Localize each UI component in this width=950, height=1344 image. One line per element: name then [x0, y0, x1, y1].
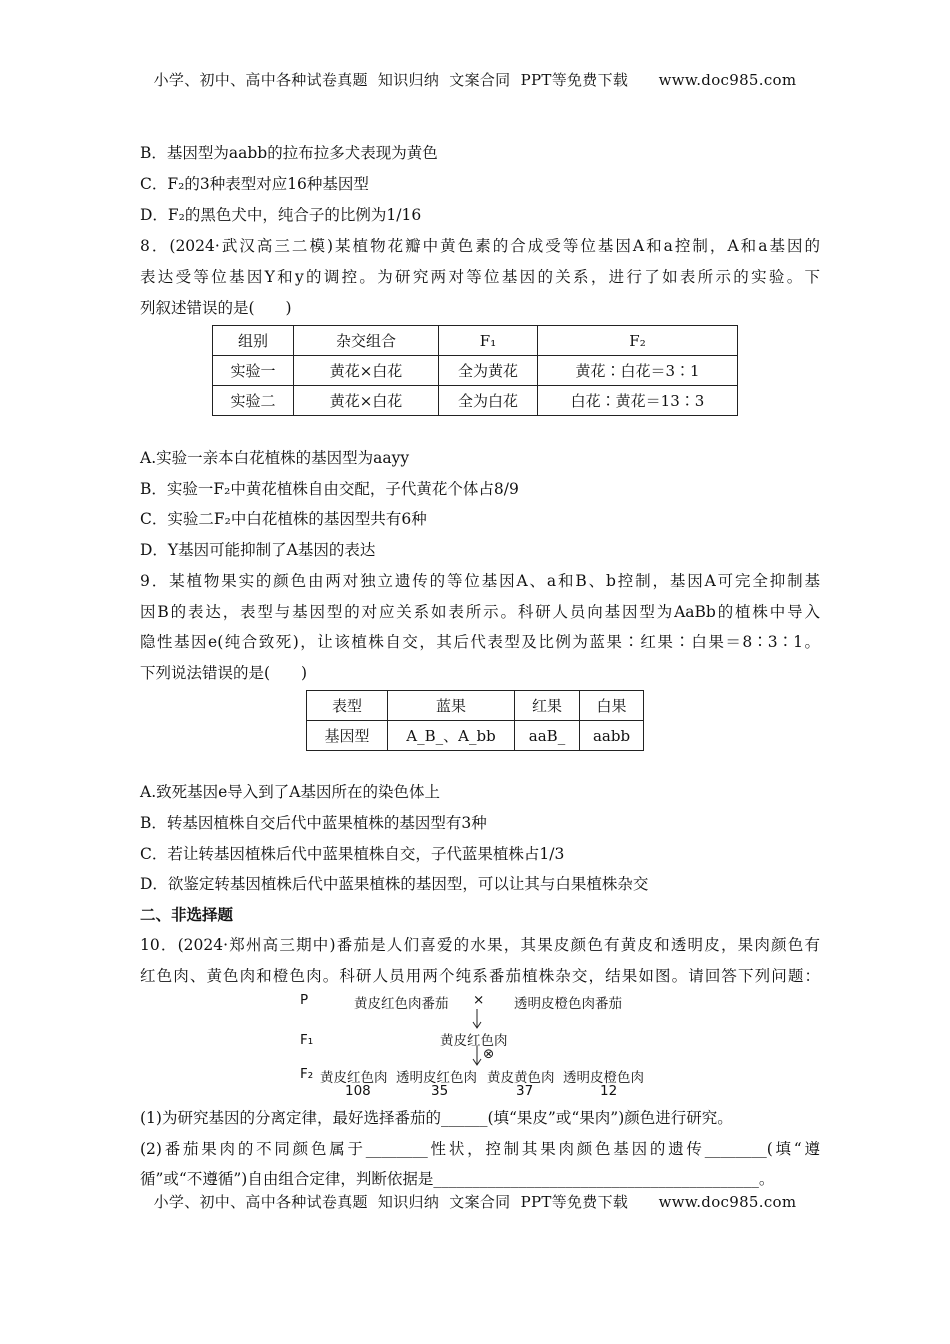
q7-option-d: D．F₂的黑色犬中，纯合子的比例为1/16 — [140, 206, 422, 224]
q7-option-c: C．F₂的3种表型对应16种基因型 — [140, 175, 369, 193]
table-header-cell: F₂ — [538, 326, 738, 356]
q9-stem-line3: 隐性基因e(纯合致死)，让该植株自交，其后代表型及比例为蓝果∶红果∶白果＝8∶3∶1。 — [140, 633, 820, 651]
q9-option-a: A.致死基因e导入到了A基因所在的染色体上 — [140, 783, 440, 801]
q8-stem-line3: 列叙述错误的是( ) — [140, 299, 292, 317]
table-header-cell: 杂交组合 — [294, 326, 439, 356]
table-header-row — [213, 326, 738, 356]
q8-option-c: C．实验二F₂中白花植株的基因型共有6种 — [140, 510, 427, 528]
page-header: 小学、初中、高中各种试卷真题 知识归纳 文案合同 PPT等免费下载 www.doc985.com — [153, 71, 797, 89]
q9-stem-line1: 9．某植物果实的颜色由两对独立遗传的等位基因A、a和B、b控制，基因A可完全抑制基 — [140, 572, 820, 590]
table-header-cell: 表型 — [307, 691, 388, 721]
selfing-symbol: ⊗ — [483, 1046, 495, 1062]
f2-phenotype: 黄皮红色肉 — [320, 1070, 388, 1086]
table-header-cell: 白果 — [580, 691, 644, 721]
f2-count: 37 — [516, 1083, 534, 1099]
page-footer: 小学、初中、高中各种试卷真题 知识归纳 文案合同 PPT等免费下载 www.doc985.com — [153, 1193, 797, 1211]
q8-stem-line2: 表达受等位基因Y和y的调控。为研究两对等位基因的关系，进行了如表所示的实验。下 — [140, 268, 820, 286]
table-row — [213, 356, 738, 386]
down-arrow-icon — [470, 1008, 484, 1030]
table-row — [307, 721, 644, 751]
f2-count: 12 — [600, 1083, 618, 1099]
table-header-cell: 蓝果 — [388, 691, 515, 721]
table-cell: A_B_、A_bb — [388, 721, 515, 751]
p-generation-label: P — [300, 992, 309, 1008]
table-cell: aaB_ — [515, 721, 580, 751]
table-cell: 黄花∶白花＝3∶1 — [538, 356, 738, 386]
table-cell: 全为白花 — [439, 386, 538, 416]
p-parent-left: 黄皮红色肉番茄 — [354, 996, 449, 1012]
q9-option-c: C．若让转基因植株后代中蓝果植株自交，子代蓝果植株占1/3 — [140, 845, 565, 863]
f2-generation-label: F₂ — [300, 1066, 314, 1082]
q8-option-b: B．实验一F₂中黄花植株自由交配，子代黄花个体占8/9 — [140, 480, 519, 498]
table-cell: 实验二 — [213, 386, 294, 416]
f2-count: 35 — [431, 1083, 449, 1099]
table-header-cell: 组别 — [213, 326, 294, 356]
table-header-row — [307, 691, 644, 721]
q8-option-d: D．Y基因可能抑制了A基因的表达 — [140, 541, 376, 559]
f2-phenotype: 黄皮黄色肉 — [487, 1070, 555, 1086]
table-cell: aabb — [580, 721, 644, 751]
q10-subquestion-2-line2: 循”或“不遵循”)自由组合定律，判断依据是__________________________________________。 — [140, 1170, 775, 1188]
table-cell: 黄花×白花 — [294, 356, 439, 386]
q8-option-a: A.实验一亲本白花植株的基因型为aayy — [140, 449, 410, 467]
q9-stem-line4: 下列说法错误的是( ) — [140, 664, 308, 682]
f2-phenotype: 透明皮橙色肉 — [563, 1070, 644, 1086]
q7-option-b: B．基因型为aabb的拉布拉多犬表现为黄色 — [140, 144, 438, 162]
table-cell: 白花∶黄花＝13∶3 — [538, 386, 738, 416]
q10-stem-line1: 10．(2024·郑州高三期中)番茄是人们喜爱的水果，其果皮颜色有黄皮和透明皮，果肉颜色有 — [140, 936, 820, 954]
q8-table — [212, 325, 738, 416]
table-header-cell: F₁ — [439, 326, 538, 356]
q9-stem-line2: 因B的表达，表型与基因型的对应关系如表所示。科研人员向基因型为AaBb的植株中导入 — [140, 603, 820, 621]
q10-subquestion-1: (1)为研究基因的分离定律，最好选择番茄的______(填“果皮”或“果肉”)颜色进行研究。 — [140, 1109, 733, 1127]
f2-phenotype: 透明皮红色肉 — [396, 1070, 477, 1086]
p-parent-right: 透明皮橙色肉番茄 — [514, 996, 622, 1012]
q8-stem-line1: 8．(2024·武汉高三二模)某植物花瓣中黄色素的合成受等位基因A和a控制，A和a基因的 — [140, 237, 820, 255]
table-header-cell: 红果 — [515, 691, 580, 721]
q10-subquestion-2-line1: (2)番茄果肉的不同颜色属于________性状，控制其果肉颜色基因的遗传________(填“遵 — [140, 1140, 820, 1158]
q9-table — [306, 690, 644, 751]
section-title: 二、非选择题 — [140, 905, 234, 924]
f1-phenotype: 黄皮红色肉 — [440, 1033, 508, 1049]
cross-symbol: × — [473, 992, 485, 1008]
q9-option-b: B．转基因植株自交后代中蓝果植株的基因型有3种 — [140, 814, 487, 832]
down-arrow-icon — [470, 1045, 484, 1067]
q10-stem-line2: 红色肉、黄色肉和橙色肉。科研人员用两个纯系番茄植株杂交，结果如图。请回答下列问题： — [140, 967, 820, 985]
f2-count: 108 — [345, 1083, 371, 1099]
table-row — [213, 386, 738, 416]
q9-option-d: D．欲鉴定转基因植株后代中蓝果植株的基因型，可以让其与白果植株杂交 — [140, 875, 649, 893]
table-cell: 黄花×白花 — [294, 386, 439, 416]
f1-generation-label: F₁ — [300, 1032, 314, 1048]
table-cell: 实验一 — [213, 356, 294, 386]
table-cell: 基因型 — [307, 721, 388, 751]
table-cell: 全为黄花 — [439, 356, 538, 386]
